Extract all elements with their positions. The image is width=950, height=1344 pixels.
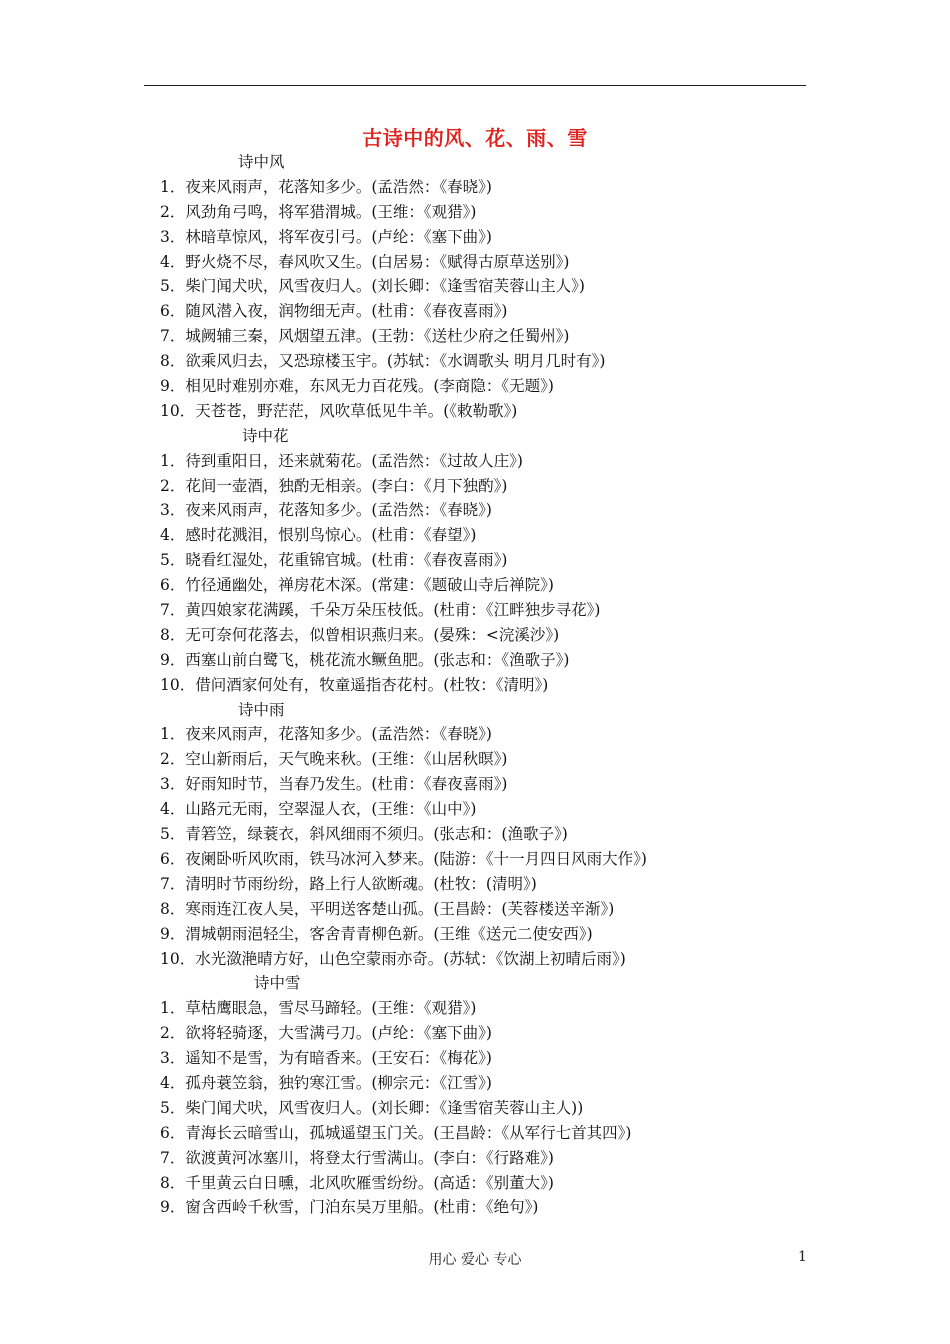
poem-line: 3．林暗草惊风，将军夜引弓。(卢纶：《塞下曲》) (160, 227, 492, 246)
poem-line: 1．待到重阳日，还来就菊花。(孟浩然：《过故人庄》) (160, 451, 523, 470)
section-heading: 诗中雨 (238, 700, 285, 719)
poem-line: 9．渭城朝雨浥轻尘，客舍青青柳色新。(王维《送元二使安西》) (160, 924, 593, 943)
poem-line: 2．欲将轻骑逐，大雪满弓刀。(卢纶：《塞下曲》) (160, 1024, 492, 1043)
poem-line: 6．竹径通幽处，禅房花木深。(常建：《题破山寺后禅院》) (160, 576, 554, 595)
poem-line: 2．风劲角弓鸣，将军猎渭城。(王维：《观猎》) (160, 202, 477, 221)
poem-line: 8．寒雨连江夜人吴，平明送客楚山孤。(王昌龄：(芙蓉楼送辛渐》) (160, 899, 615, 918)
poem-line: 9．相见时难别亦难，东风无力百花残。(李商隐：《无题》) (160, 377, 554, 396)
poem-line: 1．夜来风雨声，花落知多少。(孟浩然：《春晓》) (160, 725, 492, 744)
poem-line: 6．青海长云暗雪山，孤城遥望玉门关。(王昌龄：《从军行七首其四》) (160, 1123, 632, 1142)
document-title: 古诗中的风、花、雨、雪 (362, 126, 588, 150)
poem-line: 5．柴门闻犬吠，风雪夜归人。(刘长卿：《逢雪宿芙蓉山主人》) (160, 277, 585, 296)
poem-line: 2．花间一壶酒，独酌无相亲。(李白：《月下独酌》) (160, 476, 508, 495)
poem-line: 6．夜阑卧听风吹雨，铁马冰河入梦来。(陆游：《十一月四日风雨大作》) (160, 849, 647, 868)
poem-line: 4．感时花溅泪，恨别鸟惊心。(杜甫：《春望》) (160, 526, 477, 545)
page-number: 1 (798, 1249, 807, 1265)
poem-line: 7．黄四娘家花满蹊，千朵万朵压枝低。(杜甫：《江畔独步寻花》) (160, 601, 601, 620)
poem-list (160, 150, 810, 1220)
poem-line: 4．孤舟蓑笠翁，独钓寒江雪。(柳宗元：《江雪》) (160, 1073, 492, 1092)
poem-line: 10．借问酒家何处有，牧童遥指杏花村。(杜牧：《清明》) (160, 675, 549, 694)
poem-line: 5．晓看红湿处，花重锦官城。(杜甫：《春夜喜雨》) (160, 551, 508, 570)
poem-line: 9．西塞山前白鹭飞，桃花流水鳜鱼肥。(张志和：《渔歌子》) (160, 650, 570, 669)
section-heading: 诗中雪 (254, 974, 301, 993)
poem-line: 5．青箬笠，绿蓑衣，斜风细雨不须归。(张志和：(渔歌子》) (160, 825, 568, 844)
poem-line: 3．遥知不是雪，为有暗香来。(王安石：《梅花》) (160, 1049, 492, 1068)
poem-line: 4．山路元无雨，空翠湿人衣，(王维：《山中》) (160, 800, 477, 819)
poem-line: 3．好雨知时节，当春乃发生。(杜甫：《春夜喜雨》) (160, 775, 508, 794)
poem-line: 5．柴门闻犬吠，风雪夜归人。(刘长卿：《逢雪宿芙蓉山主人)) (160, 1098, 584, 1117)
poem-line: 2．空山新雨后，天气晚来秋。(王维：《山居秋暝》) (160, 750, 508, 769)
poem-line: 1．夜来风雨声，花落知多少。(孟浩然：《春晓》) (160, 177, 492, 196)
poem-line: 10．天苍苍，野茫茫，风吹草低见牛羊。(《敕勒歌》) (160, 401, 518, 420)
section-heading: 诗中风 (238, 153, 285, 171)
poem-line: 6．随风潜入夜，润物细无声。(杜甫：《春夜喜雨》) (160, 302, 508, 321)
poem-line: 8．欲乘风归去，又恐琼楼玉宇。(苏轼：《水调歌头 明月几时有》) (160, 352, 606, 371)
poem-line: 3．夜来风雨声，花落知多少。(孟浩然：《春晓》) (160, 501, 492, 520)
page-footer: 用心 爱心 专心 (428, 1252, 522, 1268)
section-heading: 诗中花 (242, 426, 289, 445)
poem-line: 1．草枯鹰眼急，雪尽马蹄轻。(王维：《观猎》) (160, 999, 477, 1018)
poem-line: 4．野火烧不尽，春风吹又生。(白居易：《赋得古原草送别》) (160, 252, 570, 271)
poem-line: 7．欲渡黄河冰塞川，将登太行雪满山。(李白：《行路难》) (160, 1148, 554, 1167)
poem-line: 7．清明时节雨纷纷，路上行人欲断魂。(杜牧：(清明》) (160, 874, 537, 893)
poem-line: 8．千里黄云白日曛，北风吹雁雪纷纷。(高适：《别董大》) (160, 1173, 554, 1192)
poem-line: 9．窗含西岭千秋雪，门泊东吴万里船。(杜甫：《绝句》) (160, 1198, 539, 1217)
poem-line: 10．水光潋滟晴方好，山色空蒙雨亦奇。(苏轼：《饮湖上初晴后雨》) (160, 949, 626, 968)
poem-line: 8．无可奈何花落去，似曾相识燕归来。(晏殊：<浣溪沙》) (160, 625, 560, 644)
header-rule (144, 85, 806, 86)
poem-line: 7．城阙辅三秦，风烟望五津。(王勃：《送杜少府之任蜀州》) (160, 327, 570, 346)
